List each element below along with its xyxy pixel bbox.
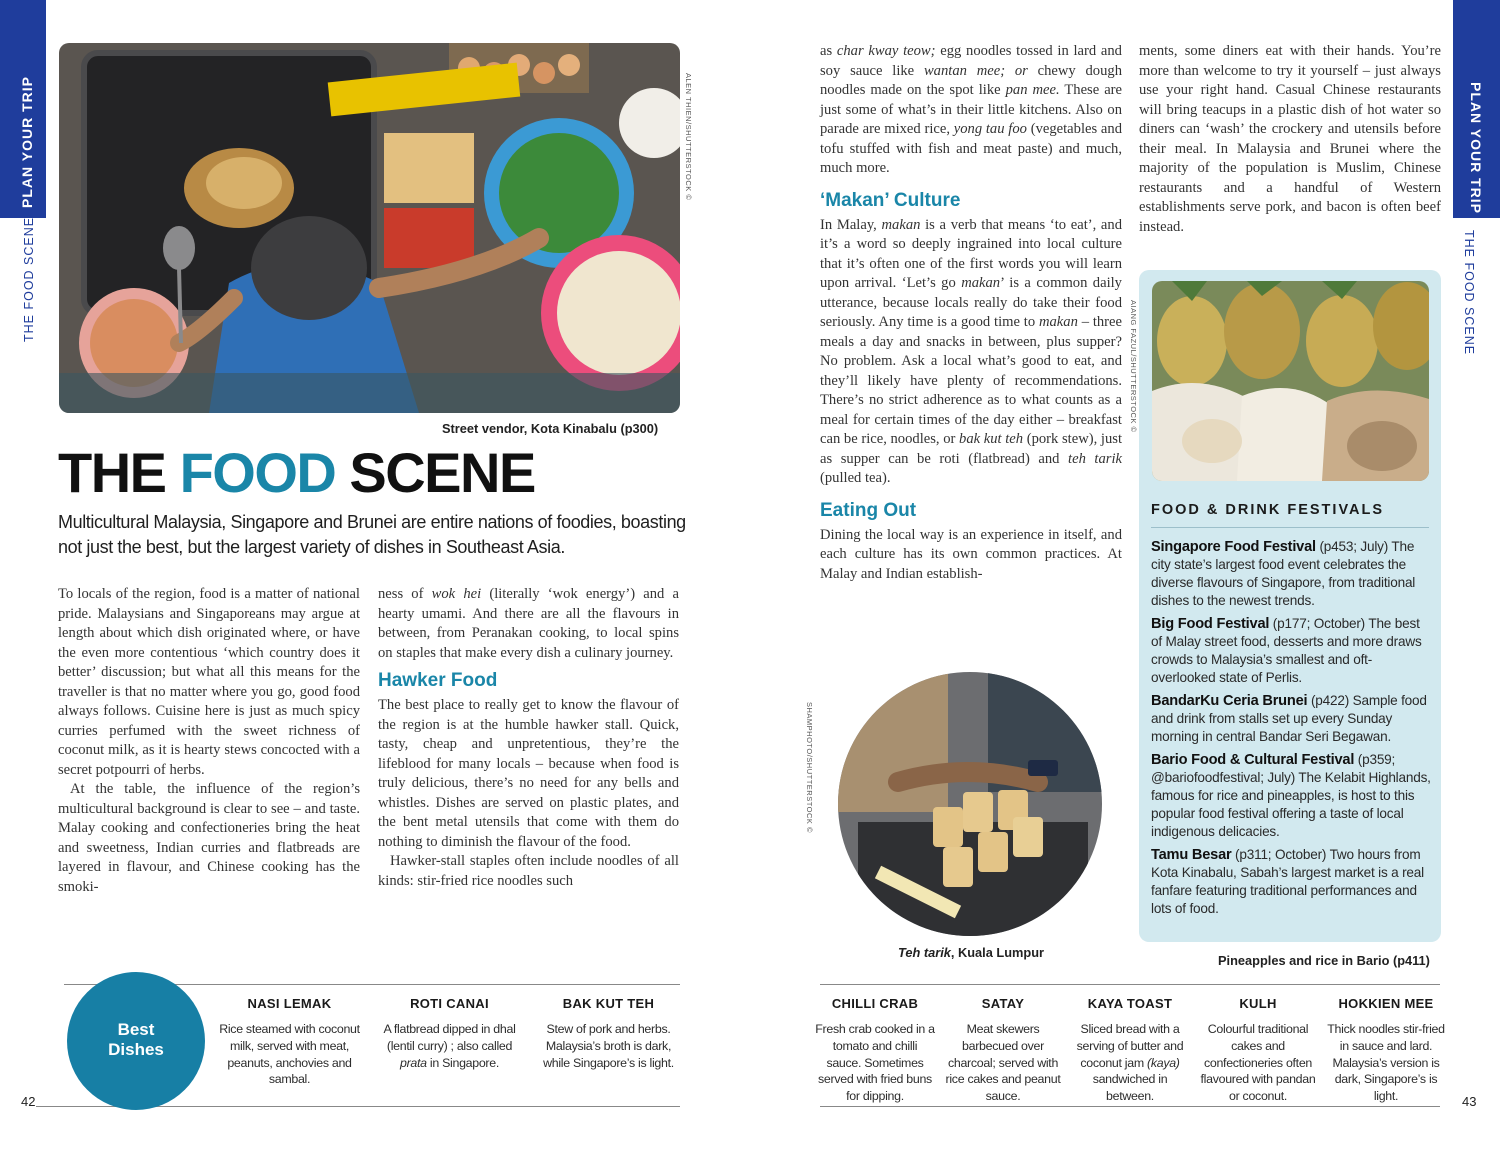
best-dishes-label — [67, 1020, 205, 1060]
dish-desc: Colourful traditional cakes and confectioneries often flavoured with pandan or coconut. — [1200, 1022, 1316, 1104]
dish-desc-b: in Singapore. — [426, 1055, 499, 1070]
right-side-section-label: THE FOOD SCENE — [1462, 230, 1476, 356]
pineapples-photo — [1152, 281, 1429, 481]
col2-p1-text-a: ness of — [378, 586, 432, 602]
pineapples-photo-caption: Pineapples and rice in Bario (p411) — [1218, 953, 1430, 968]
dish-desc-b: sandwiched in between. — [1092, 1072, 1168, 1104]
col3-p2-t4: – three meals a day and snacks in between, plus supper? No problem. Ask a local what’s good to eat, and they’ll likely have plenty of recommendations. There’s no strict adherence as to what counts as a meal for certain times of the day either – breakfast can be rice, noodles, or — [820, 314, 1122, 447]
dish-name: NASI LEMAK — [247, 996, 332, 1011]
page-title — [58, 440, 535, 505]
col1-paragraph-1: To locals of the region, food is a matter of national pride. Malaysians and Singaporeans may argue at length about which dish originated where, or have the even more contentious ‘which country does it better’ discussion; but what all this means for the traveller is that no matter where you go, good food always follows. Cuisine here is just as much spicy curries perfumed with the sweet richness of coconut milk, as it is hearty stews concocted with a secret potpourri of herbs. — [58, 586, 360, 778]
teh-tarik-photo-caption — [898, 945, 1044, 960]
col3-p1-e1: char kway teow; — [836, 43, 936, 59]
festivals-heading: FOOD & DRINK FESTIVALS — [1151, 502, 1429, 528]
dish-desc: Meat skewers barbecued over charcoal; served with rice cakes and peanut sauce. — [945, 1022, 1061, 1104]
col3-p1-e3: pan mee. — [1005, 82, 1060, 98]
dish-name: KULH — [1239, 996, 1277, 1011]
pineapples-illustration — [1152, 281, 1429, 481]
best-dishes-top-rule-right — [820, 984, 1440, 985]
col3-p2-t3: ’ is a common daily utterance, because locals really do take their food seriously. Any time is a good time to — [820, 275, 1122, 330]
street-vendor-photo-caption: Street vendor, Kota Kinabalu (p300) — [442, 421, 659, 436]
dish-name: SATAY — [981, 996, 1025, 1011]
festival-item — [1151, 846, 1433, 918]
eating-out-heading: Eating Out — [820, 499, 917, 521]
right-side-tab-label: PLAN YOUR TRIP — [1468, 82, 1484, 214]
col2-paragraph-1 — [378, 585, 679, 663]
dish-name: ROTI CANAI — [410, 996, 489, 1011]
festival-desc: (p359; @bariofoodfestival; July) The Kelabit Highlands, famous for rice and pineapples, is host to this popular food festival offering a taste of local indigenous delicacies. — [1151, 752, 1431, 839]
festivals-list — [1151, 538, 1433, 923]
festival-item — [1151, 615, 1433, 687]
column-1 — [58, 585, 360, 897]
best-label-line-2: Dishes — [108, 1040, 164, 1059]
best-dishes-bottom-rule-right — [820, 1106, 1440, 1107]
col3-paragraph-2 — [820, 216, 1122, 489]
col3-p1-e2: wantan mee; or — [923, 62, 1028, 79]
teh-tarik-illustration — [838, 672, 1102, 936]
dish-desc-em: (kaya) — [1147, 1055, 1180, 1070]
column-4 — [1139, 42, 1441, 237]
dish-name: BAK KUT TEH — [562, 996, 655, 1011]
street-vendor-illustration — [59, 43, 680, 413]
col3-p1-e4: yong tau foo — [953, 121, 1027, 137]
street-vendor-photo — [59, 43, 680, 413]
dish-desc-a: Sliced bread with a serving of butter and coconut jam — [1076, 1022, 1184, 1070]
festival-item — [1151, 692, 1433, 746]
col3-p1-t1: as — [820, 43, 837, 59]
title-highlight: FOOD — [179, 441, 336, 504]
standfirst: Multicultural Malaysia, Singapore and Brunei are entire nations of foodies, boasting not just the best, but the largest variety of dishes in Southeast Asia. — [58, 512, 686, 557]
festival-desc: (p177; October) The best of Malay street food, desserts and more draws crowds to Malaysia’s smallest and oft-overlooked state of Perlis. — [1151, 616, 1422, 685]
column-2 — [378, 585, 679, 891]
left-side-tab-label: PLAN YOUR TRIP — [19, 76, 35, 208]
dish-desc: Fresh crab cooked in a tomato and chilli sauce. Sometimes served with fried buns for dipping. — [815, 1022, 935, 1104]
col3-p1-t3: chewy dough noodles made on the spot like — [820, 62, 1122, 98]
col3-p2-t1: In Malay, — [820, 216, 882, 233]
dish-desc: Stew of pork and herbs. Malaysia’s broth is dark, while Singapore’s is light. — [543, 1022, 674, 1070]
dish-desc — [1070, 1021, 1190, 1105]
pineapples-photo-credit: AIANG FAZUL/SHUTTERSTOCK © — [1129, 300, 1138, 433]
left-side-section-label: THE FOOD SCENE — [22, 216, 36, 342]
dish-hokkien-mee — [1326, 996, 1446, 1105]
column-3 — [820, 42, 1122, 584]
title-part-3: SCENE — [335, 441, 535, 504]
dish-nasi-lemak — [217, 996, 362, 1088]
teh-caption-emphasis: Teh tarik — [898, 945, 951, 960]
col2-paragraph-2: The best place to really get to know the flavour of the region is at the humble hawker stall. Quick, tasty, cheap and unpretentious, they’re the lifeblood for many locals – because when food is truly delicious, there’s no need for any bells and whistles. Dishes are served on plastic plates, and the bent metal utensils that come with them do nothing to diminish the flavour of the food. — [378, 697, 679, 850]
festival-desc: (p453; July) The city state’s largest food event celebrates the diverse flavours of Singapore, from traditional dishes to the newest trends. — [1151, 539, 1416, 608]
col3-paragraph-1 — [820, 42, 1122, 179]
dish-bak-kut-teh — [536, 996, 681, 1071]
festival-item — [1151, 538, 1433, 610]
dish-desc: Thick noodles stir-fried in sauce and lard. Malaysia’s version is dark, Singapore’s is light. — [1327, 1022, 1445, 1104]
dish-name: HOKKIEN MEE — [1338, 996, 1434, 1011]
dish-name: KAYA TOAST — [1087, 996, 1173, 1011]
col3-p2-e2: makan — [961, 275, 1001, 291]
best-label-line-1: Best — [117, 1020, 155, 1039]
makan-culture-heading: ‘Makan’ Culture — [820, 189, 961, 211]
hawker-food-heading: Hawker Food — [378, 670, 498, 691]
col3-p1-t5: (vegetables and tofu stuffed with fish and meat paste) and much, much more. — [820, 121, 1122, 176]
col4-paragraph-1: ments, some diners eat with their hands. You’re more than welcome to try it yourself – just always use your right hand. Casual Chinese restaurants will bring teacups in a plastic dish of hot water so diners can ‘wash’ the crockery and utensils before their meal. In Malaysia and Brunei where the majority of the population is Muslim, Chinese restaurants and a handful of Western establishments serve pork, and bacon is often beef instead. — [1139, 43, 1441, 235]
dish-satay — [943, 996, 1063, 1105]
col3-p2-e5: teh tarik — [1068, 450, 1122, 467]
festival-name: BandarKu Ceria Brunei — [1151, 693, 1308, 709]
page-number-right: 43 — [1462, 1094, 1477, 1109]
page-number-left: 42 — [21, 1094, 36, 1109]
dish-desc: Rice steamed with coconut milk, served with meat, peanuts, anchovies and sambal. — [219, 1022, 360, 1087]
col1-paragraph-2: At the table, the influence of the region’s multicultural background is clear to see – and taste. Malay cooking and confectioneries bring the heat and sweetness, Indian curries and flatbreads are layered in flavour, and Chinese cooking has the smoki- — [58, 781, 360, 895]
col2-paragraph-3: Hawker-stall staples often include noodles of all kinds: stir-fried rice noodles such — [378, 853, 679, 889]
festival-name: Singapore Food Festival — [1151, 539, 1316, 555]
col3-p2-e4: bak kut teh — [959, 431, 1024, 447]
teh-tarik-photo-credit: SHAMPHOTO/SHUTTERSTOCK © — [805, 702, 814, 834]
col3-p1-t4: These are just some of what’s in their little kitchens. Also on parade are mixed rice, — [820, 82, 1123, 137]
col3-p2-t2: is a verb that means ‘to eat’, and it’s a word so deeply ingrained into local culture that it’s often one of the first words you will learn upon arrival. ‘Let’s go — [820, 216, 1123, 291]
dish-chilli-crab — [815, 996, 935, 1105]
festival-desc: (p311; October) Two hours from Kota Kinabalu, Sabah’s largest market is a real fanfare featuring traditional performances and lots of food. — [1151, 847, 1424, 916]
dish-desc — [377, 1021, 522, 1071]
festival-name: Bario Food & Cultural Festival — [1151, 752, 1355, 768]
dish-name: CHILLI CRAB — [831, 996, 919, 1011]
festival-item — [1151, 751, 1433, 841]
col2-p1-text-b: (literally ‘wok energy’) and a hearty umami. And there are all the flavours in between, from Peranakan cooking, to local spins on staples that make every dish a culinary journey. — [378, 586, 679, 661]
col2-p1-emphasis: wok hei — [431, 586, 482, 602]
dish-roti-canai — [377, 996, 522, 1071]
teh-tarik-photo — [838, 672, 1102, 936]
festival-name: Tamu Besar — [1151, 847, 1232, 863]
title-part-1: THE — [58, 441, 180, 504]
dish-desc-em: prata — [399, 1055, 427, 1070]
street-vendor-photo-credit: ALEN THIEN/SHUTTERSTOCK © — [684, 73, 693, 201]
col3-paragraph-3: Dining the local way is an experience in itself, and each culture has its own common practices. At Malay and Indian establish- — [820, 526, 1122, 582]
col3-p1-t2: egg noodles tossed in lard and soy sauce like — [820, 43, 1122, 79]
festival-name: Big Food Festival — [1151, 616, 1270, 632]
col3-p2-t6: (pulled tea). — [820, 470, 891, 486]
festival-desc: (p422) Sample food and drink from stalls set up every Sunday morning in central Bandar Seri Begawan. — [1151, 693, 1427, 744]
dish-kaya-toast — [1070, 996, 1190, 1105]
dish-desc-a: A flatbread dipped in dhal (lentil curry) ; also called — [383, 1022, 516, 1053]
col3-p2-e3: makan — [1038, 314, 1078, 330]
teh-caption-rest: , Kuala Lumpur — [950, 945, 1045, 960]
col3-p2-t5: (pork stew), just as supper can be roti (flatbread) and — [820, 431, 1122, 467]
dish-kulh — [1198, 996, 1318, 1105]
col3-p2-e1: makan — [881, 216, 921, 233]
